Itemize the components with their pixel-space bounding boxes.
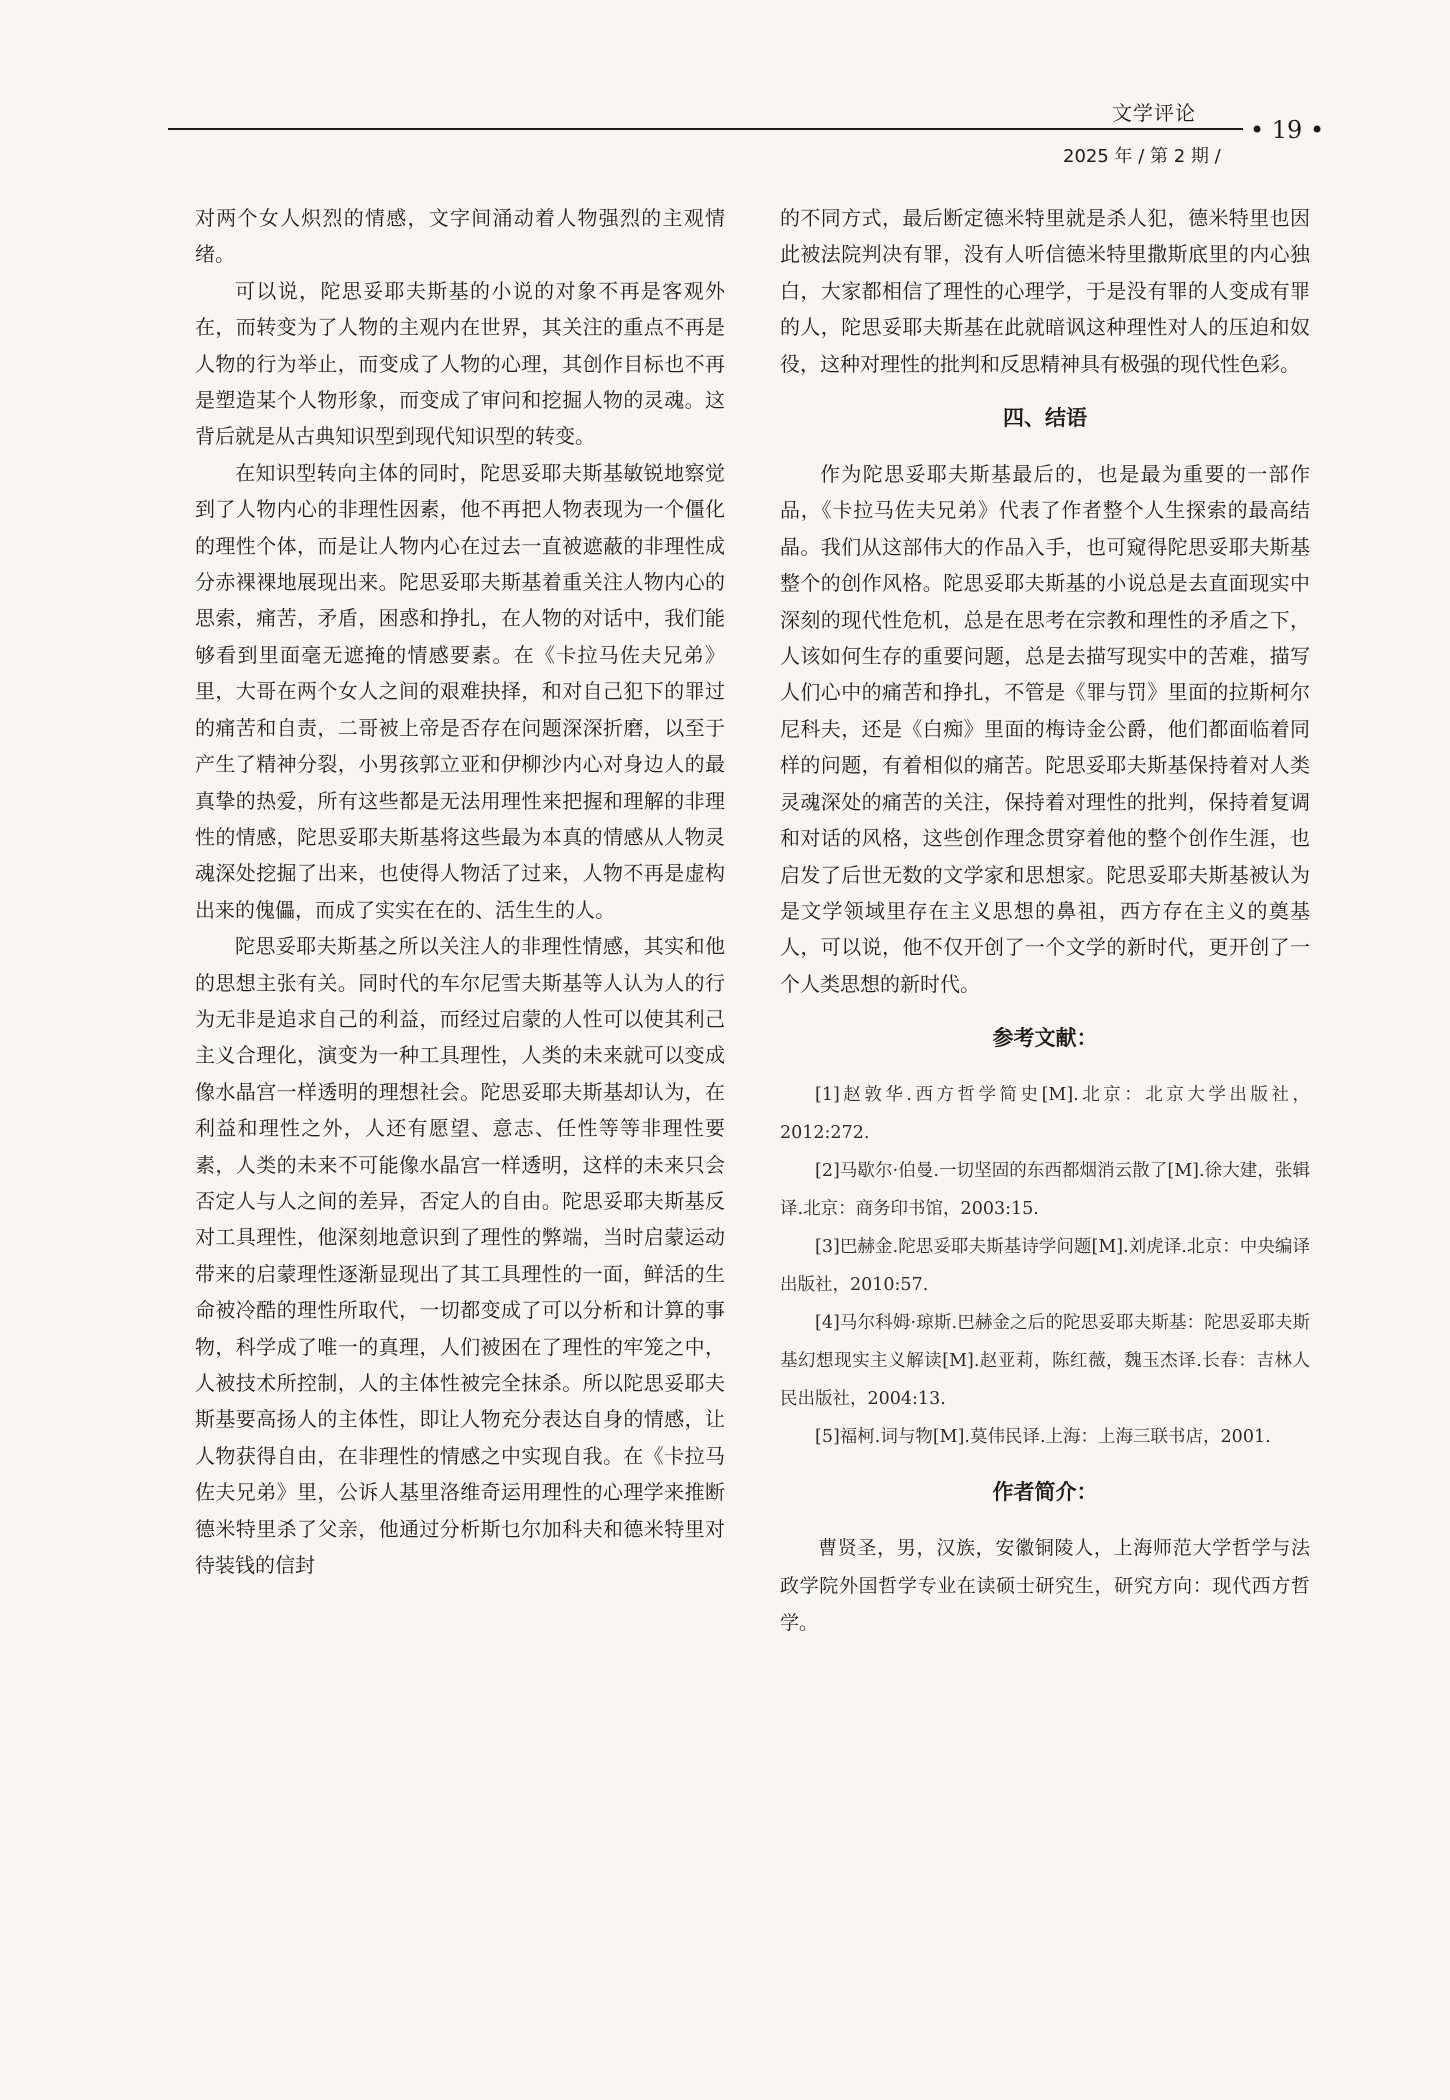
author-bio: 曹贤圣，男，汉族，安徽铜陵人，上海师范大学哲学与法政学院外国哲学专业在读硕士研究生，研究方向：现代西方哲学。 [780,1537,1310,1635]
right-column [780,200,1310,1643]
body-paragraph: 对两个女人炽烈的情感，文字间涌动着人物强烈的主观情绪。 [195,206,725,267]
header-rule [168,128,1243,130]
reference-item: [2]马歇尔·伯曼.一切坚固的东西都烟消云散了[M].徐大建，张辑译.北京：商务印书馆，2003:15. [780,1161,1310,1220]
reference-item: [5]福柯.词与物[M].莫伟民译.上海：上海三联书店，2001. [815,1427,1271,1448]
body-paragraph: 陀思妥耶夫斯基之所以关注人的非理性情感，其实和他的思想主张有关。同时代的车尔尼雪夫斯基等人认为人的行为无非是追求自己的利益，而经过启蒙的人性可以使其利己主义合理化，演变为一种工具理性，人类的未来就可以变成像水晶宫一样透明的理想社会。陀思妥耶夫斯基却认为，在利益和理性之外，人还有愿望、意志、任性等等非理性要素，人类的未来不可能像水晶宫一样透明，这样的未来只会否定人与人之间的差异，否定人的自由。陀思妥耶夫斯基反对工具理性，他深刻地意识到了理性的弊端，当时启蒙运动带来的启蒙理性逐渐显现出了其工具理性的一面，鲜活的生命被冷酷的理性所取代，一切都变成了可以分析和计算的事物，科学成了唯一的真理，人们被困在了理性的牢笼之中，人被技术所控制，人的主体性被完全抹杀。所以陀思妥耶夫斯基要高扬人的主体性，即让人物充分表达自身的情感，让人物获得自由，在非理性的情感之中实现自我。在《卡拉马佐夫兄弟》里，公诉人基里洛维奇运用理性的心理学来推断德米特里杀了父亲，他通过分析斯乜尔加科夫和德米特里对待装钱的信封 [195,934,725,1578]
body-paragraph: 在知识型转向主体的同时，陀思妥耶夫斯基敏锐地察觉到了人物内心的非理性因素，他不再把人物表现为一个僵化的理性个体，而是让人物内心在过去一直被遮蔽的非理性成分赤裸裸地展现出来。陀思妥耶夫斯基着重关注人物内心的思索，痛苦，矛盾，困惑和挣扎，在人物的对话中，我们能够看到里面毫无遮掩的情感要素。在《卡拉马佐夫兄弟》里，大哥在两个女人之间的艰难抉择，和对自己犯下的罪过的痛苦和自责，二哥被上帝是否存在问题深深折磨，以至于产生了精神分裂，小男孩郭立亚和伊柳沙内心对身边人的最真挚的热爱，所有这些都是无法用理性来把握和理解的非理性的情感，陀思妥耶夫斯基将这些最为本真的情感从人物灵魂深处挖掘了出来，也使得人物活了过来，人物不再是虚构出来的傀儡，而成了实实在在的、活生生的人。 [195,460,725,922]
issue-label: 2025 年 / 第 2 期 / [1063,146,1221,167]
conclusion-paragraph: 作为陀思妥耶夫斯基最后的，也是最为重要的一部作品，《卡拉马佐夫兄弟》代表了作者整个人生探索的最高结晶。我们从这部伟大的作品入手，也可窥得陀思妥耶夫斯基整个的创作风格。陀思妥耶夫斯基的小说总是去直面现实中深刻的现代性危机，总是在思考在宗教和理性的矛盾之下，人该如何生存的重要问题，总是去描写现实中的苦难，描写人们心中的痛苦和挣扎，不管是《罪与罚》里面的拉斯柯尔尼科夫，还是《白痴》里面的梅诗金公爵，他们都面临着同样的问题，有着相似的痛苦。陀思妥耶夫斯基保持着对人类灵魂深处的痛苦的关注，保持着对理性的批判，保持着复调和对话的风格，这些创作理念贯穿着他的整个创作生涯，也启发了后世无数的文学家和思想家。陀思妥耶夫斯基被认为是文学领域里存在主义思想的鼻祖，西方存在主义的奠基人，可以说，他不仅开创了一个文学的新时代，更开创了一个人类思想的新时代。 [780,462,1310,996]
left-column [195,200,725,1583]
body-paragraph: 可以说，陀思妥耶夫斯基的小说的对象不再是客观外在，而转变为了人物的主观内在世界，其关注的重点不再是人物的行为举止，而变成了人物的心理，其创作目标也不再是塑造某个人物形象，而变成了审问和挖掘人物的灵魂。这背后就是从古典知识型到现代知识型的转变。 [195,278,725,449]
references-list [780,1076,1310,1456]
body-paragraph: 的不同方式，最后断定德米特里就是杀人犯，德米特里也因此被法院判决有罪，没有人听信德米特里撒斯底里的内心独白，大家都相信了理性的心理学，于是没有罪的人变成有罪的人，陀思妥耶夫斯基在此就暗讽这种理性对人的压迫和奴役，这种对理性的批判和反思精神具有极强的现代性色彩。 [780,206,1310,376]
conclusion-heading: 四、结语 [1003,406,1087,431]
reference-item: [1]赵敦华.西方哲学简史[M].北京：北京大学出版社，2012:272. [780,1085,1310,1144]
reference-item: [3]巴赫金.陀思妥耶夫斯基诗学问题[M].刘虎译.北京：中央编译出版社，2010:57. [780,1237,1310,1296]
page-number: • 19 • [1250,116,1325,144]
author-heading: 作者简介： [992,1480,1098,1505]
references-heading: 参考文献： [992,1026,1098,1051]
reference-item: [4]马尔科姆·琼斯.巴赫金之后的陀思妥耶夫斯基：陀思妥耶夫斯基幻想现实主义解读[M].赵亚莉，陈红薇，魏玉杰译.长春：吉林人民出版社，2004:13. [780,1313,1310,1410]
journal-section-label: 文学评论 [1112,101,1196,125]
